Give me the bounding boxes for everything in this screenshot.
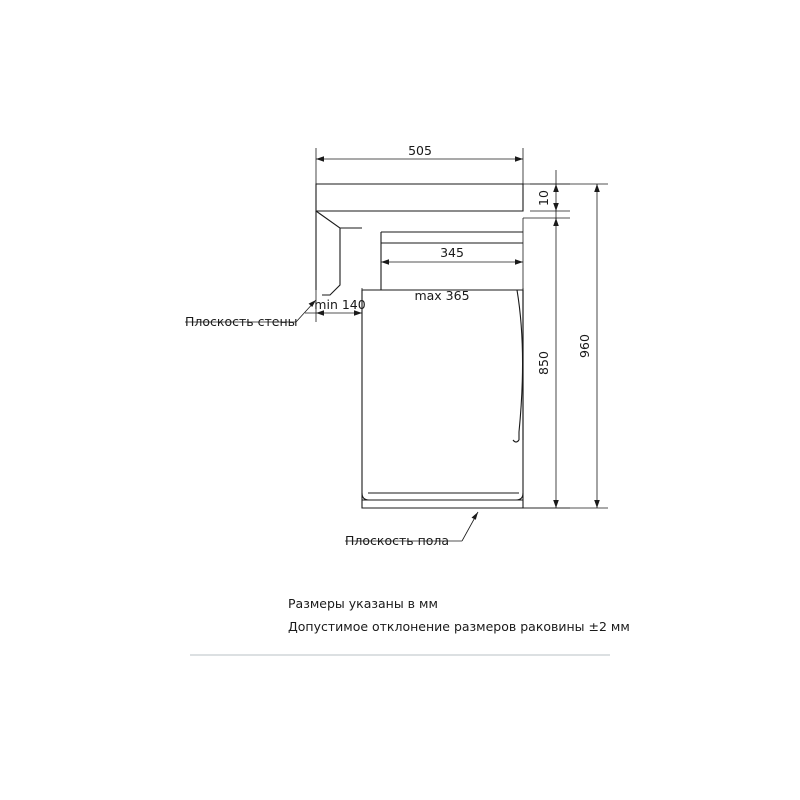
cabinet-body xyxy=(362,232,523,508)
label-wall-plane: Плоскость стены xyxy=(185,314,298,329)
dimension-inner-width: 345 xyxy=(440,245,464,260)
label-floor-plane: Плоскость пола xyxy=(345,533,450,548)
note-tolerance: Допустимое отклонение размеров раковины ±2 мм xyxy=(288,619,630,634)
dimension-top-width: 505 xyxy=(408,143,432,158)
dimension-top-thickness: 10 xyxy=(536,190,551,206)
dimension-min-offset: min 140 xyxy=(314,297,366,312)
dimension-cabinet-height: 850 xyxy=(536,351,551,375)
note-units: Размеры указаны в мм xyxy=(288,596,438,611)
sink-countertop xyxy=(316,184,523,295)
dimension-max-depth: max 365 xyxy=(414,288,470,303)
dimension-total-height: 960 xyxy=(577,334,592,358)
